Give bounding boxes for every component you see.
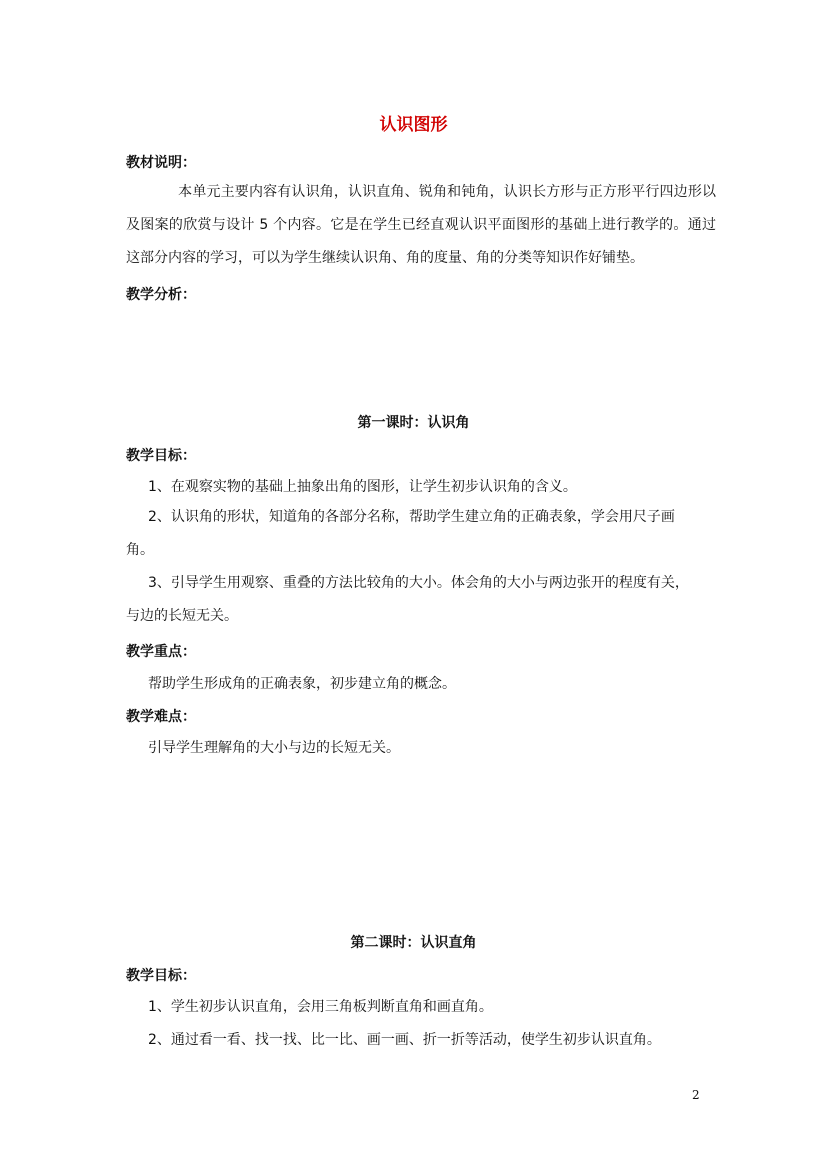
lesson2-title: 第二课时：认识直角 [350, 935, 477, 951]
lesson1-title: 第一课时：认识角 [357, 415, 470, 431]
lesson1-goals-heading: 教学目标： [126, 448, 196, 464]
lesson1-key-text: 帮助学生形成角的正确表象，初步建立角的概念。 [148, 676, 456, 692]
lesson1-goal-2-paragraph [126, 501, 702, 567]
material-text: 本单元主要内容有认识角，认识直角、锐角和钝角，认识长方形与正方形平行四边形以及图案的欣赏与设计 5 个内容。它是在学生已经直观认识平面图形的基础上进行教学的。通过这部分内容的学习，可以为学生继续认识角、角的度量、角的分类等知识作好铺垫。 [126, 184, 716, 266]
lesson1-goal-3-paragraph [126, 567, 702, 633]
material-paragraph [126, 176, 716, 275]
lesson2-goals-heading: 教学目标： [126, 968, 196, 984]
lesson1-difficulty-text: 引导学生理解角的大小与边的长短无关。 [148, 740, 400, 756]
lesson2-goal-2: 2、通过看一看、找一找、比一比、画一画、折一折等活动，使学生初步认识直角。 [148, 1032, 661, 1048]
page-number: 2 [692, 1088, 700, 1102]
lesson1-goal-3: 3、引导学生用观察、重叠的方法比较角的大小。体会角的大小与两边张开的程度有关，与边的长短无关。 [126, 575, 689, 624]
lesson1-difficulty-heading: 教学难点： [126, 709, 196, 725]
document-title: 认识图形 [379, 115, 448, 135]
lesson2-goal-1: 1、学生初步认识直角，会用三角板判断直角和画直角。 [148, 999, 493, 1015]
lesson1-goal-1: 1、在观察实物的基础上抽象出角的图形，让学生初步认识角的含义。 [148, 479, 577, 495]
lesson1-key-heading: 教学重点： [126, 644, 196, 660]
material-heading: 教材说明： [126, 155, 196, 171]
lesson1-goal-2: 2、认识角的形状，知道角的各部分名称，帮助学生建立角的正确表象，学会用尺子画角。 [126, 509, 675, 558]
analysis-heading: 教学分析： [126, 287, 196, 303]
